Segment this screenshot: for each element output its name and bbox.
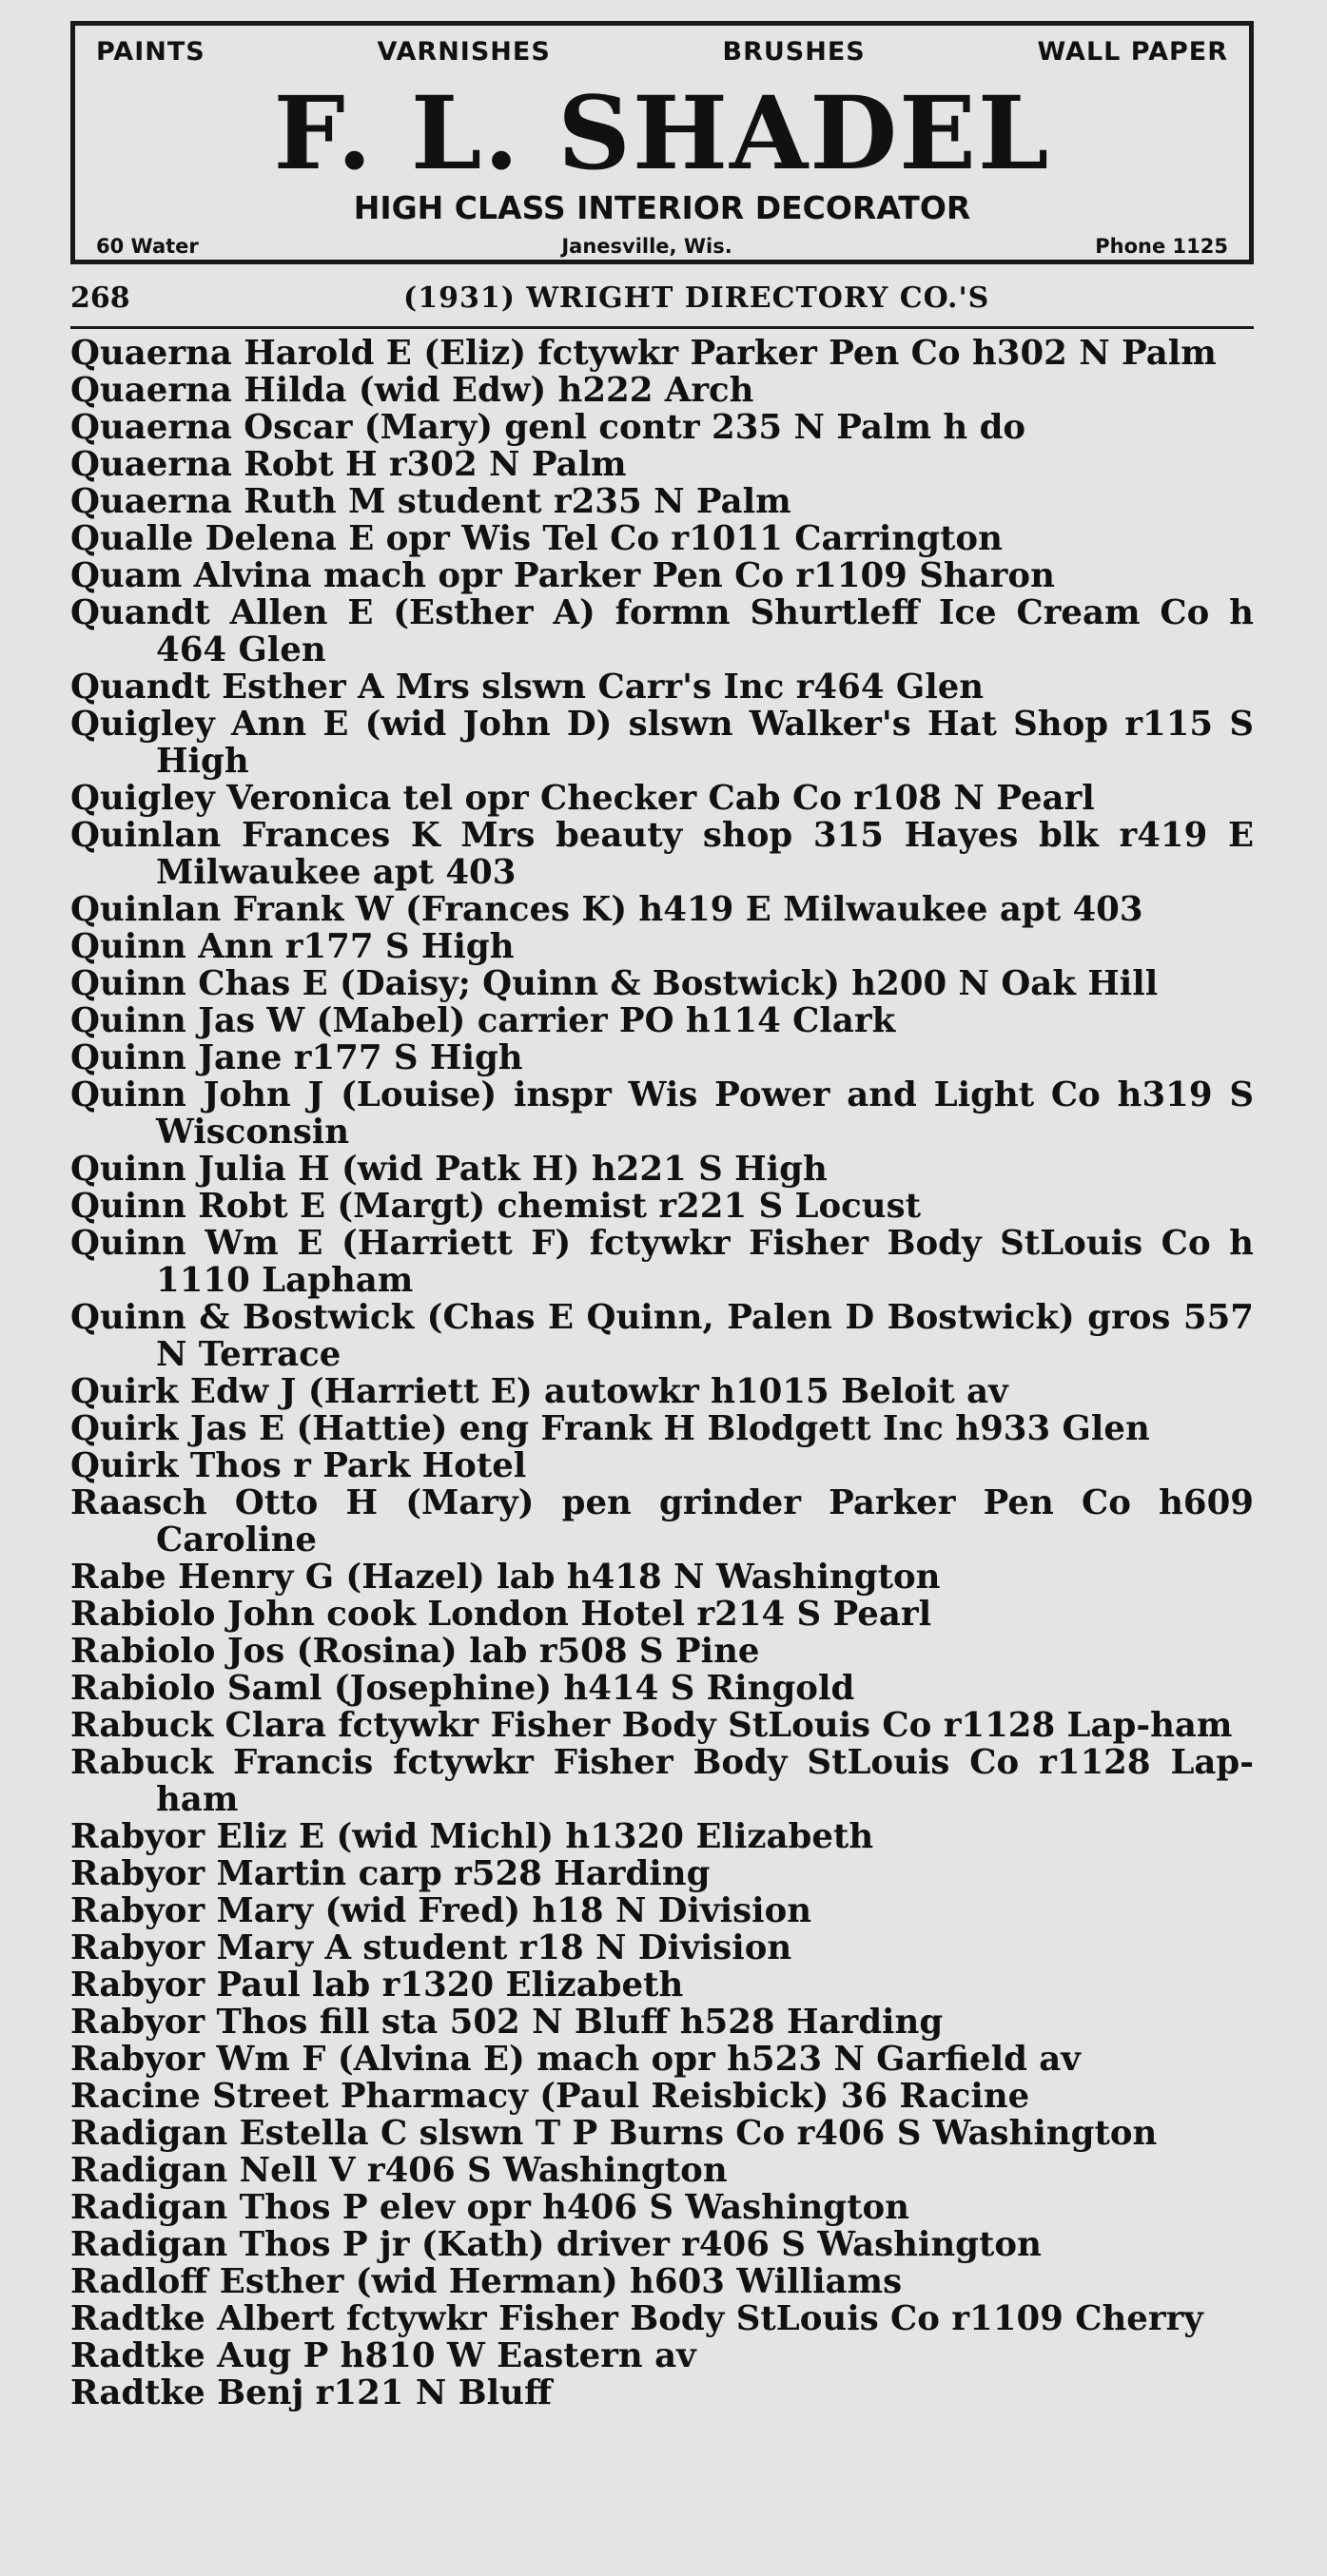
page-number: 268 xyxy=(70,281,130,315)
directory-listing xyxy=(70,335,1254,2411)
directory-entry: Quigley Veronica tel opr Checker Cab Co r108 N Pearl xyxy=(70,779,1095,818)
directory-entry: Quam Alvina mach opr Parker Pen Co r1109 Sharon xyxy=(70,556,1055,595)
directory-entry: Rabyor Mary A student r18 N Division xyxy=(70,1928,792,1967)
ad-tagline: HIGH CLASS INTERIOR DECORATOR xyxy=(353,189,971,226)
directory-entry: Rabyor Thos fill sta 502 N Bluff h528 Harding xyxy=(70,2003,944,2042)
ad-address: 60 Water xyxy=(96,235,199,258)
directory-entry: Quinlan Frank W (Frances K) h419 E Milwaukee apt 403 xyxy=(70,890,1143,929)
directory-entry: Quirk Jas E (Hattie) eng Frank H Blodgett Inc h933 Glen xyxy=(70,1409,1150,1448)
directory-entry: Quandt Allen E (Esther A) formn Shurtleff Ice Cream Co h 464 Glen xyxy=(70,593,1254,669)
directory-entry: Rabyor Wm F (Alvina E) mach opr h523 N Garfield av xyxy=(70,2040,1081,2079)
ad-item-varnishes: VARNISHES xyxy=(377,37,551,67)
ad-product-list xyxy=(96,37,1228,67)
directory-entry: Racine Street Pharmacy (Paul Reisbick) 36 Racine xyxy=(70,2077,1030,2116)
directory-entry: Radigan Estella C slswn T P Burns Co r406 S Washington xyxy=(70,2114,1158,2153)
directory-entry: Radigan Nell V r406 S Washington xyxy=(70,2151,728,2190)
directory-entry: Quaerna Harold E (Eliz) fctywkr Parker Pen Co h302 N Palm xyxy=(70,334,1217,373)
directory-entry: Quinn Wm E (Harriett F) fctywkr Fisher Body StLouis Co h 1110 Lapham xyxy=(70,1224,1254,1300)
directory-entry: Raasch Otto H (Mary) pen grinder Parker Pen Co h609 Caroline xyxy=(70,1483,1254,1559)
ad-item-paints: PAINTS xyxy=(96,37,205,67)
ad-phone: Phone 1125 xyxy=(1095,235,1228,258)
directory-entry: Radigan Thos P elev opr h406 S Washington xyxy=(70,2188,909,2227)
directory-entry: Quirk Thos r Park Hotel xyxy=(70,1446,527,1485)
directory-entry: Quandt Esther A Mrs slswn Carr's Inc r464 Glen xyxy=(70,668,985,707)
directory-entry: Quinlan Frances K Mrs beauty shop 315 Hayes blk r419 E Milwaukee apt 403 xyxy=(70,816,1254,892)
directory-entry: Radtke Aug P h810 W Eastern av xyxy=(70,2336,696,2375)
directory-entry: Quirk Edw J (Harriett E) autowkr h1015 Beloit av xyxy=(70,1372,1008,1411)
directory-entry: Rabyor Paul lab r1320 Elizabeth xyxy=(70,1966,684,2005)
ad-city: Janesville, Wis. xyxy=(561,235,732,258)
directory-entry: Quaerna Ruth M student r235 N Palm xyxy=(70,482,791,521)
directory-entry: Rabyor Eliz E (wid Michl) h1320 Elizabeth xyxy=(70,1817,874,1856)
advertisement-box xyxy=(70,21,1254,264)
directory-entry: Quinn Julia H (wid Patk H) h221 S High xyxy=(70,1150,828,1189)
directory-entry: Quinn Jas W (Mabel) carrier PO h114 Clark xyxy=(70,1001,896,1040)
ad-item-wall-paper: WALL PAPER xyxy=(1037,37,1228,67)
page-title: (1931) WRIGHT DIRECTORY CO.'S xyxy=(403,281,990,315)
header-rule xyxy=(70,326,1254,329)
directory-entry: Rabyor Martin carp r528 Harding xyxy=(70,1854,711,1893)
ad-business-name: F. L. SHADEL xyxy=(273,73,1051,192)
directory-entry: Rabyor Mary (wid Fred) h18 N Division xyxy=(70,1891,812,1930)
ad-contact-line xyxy=(96,235,1228,258)
directory-entry: Quinn Jane r177 S High xyxy=(70,1038,523,1077)
directory-entry: Quigley Ann E (wid John D) slswn Walker's Hat Shop r115 S High xyxy=(70,705,1254,781)
directory-entry: Radloff Esther (wid Herman) h603 Williams xyxy=(70,2262,903,2301)
directory-entry: Quaerna Hilda (wid Edw) h222 Arch xyxy=(70,371,754,410)
directory-entry: Rabiolo John cook London Hotel r214 S Pearl xyxy=(70,1595,932,1634)
directory-entry: Rabuck Clara fctywkr Fisher Body StLouis Co r1128 Lap-ham xyxy=(70,1706,1233,1745)
directory-entry: Quinn Ann r177 S High xyxy=(70,927,515,966)
directory-entry: Quinn Robt E (Margt) chemist r221 S Locust xyxy=(70,1187,921,1226)
directory-entry: Quinn & Bostwick (Chas E Quinn, Palen D Bostwick) gros 557 N Terrace xyxy=(70,1298,1254,1374)
directory-entry: Quinn Chas E (Daisy; Quinn & Bostwick) h200 N Oak Hill xyxy=(70,964,1159,1003)
ad-item-brushes: BRUSHES xyxy=(722,37,866,67)
directory-entry: Quaerna Robt H r302 N Palm xyxy=(70,445,627,484)
directory-entry: Quaerna Oscar (Mary) genl contr 235 N Palm h do xyxy=(70,408,1026,447)
directory-entry: Radtke Benj r121 N Bluff xyxy=(70,2373,553,2412)
directory-entry: Quinn John J (Louise) inspr Wis Power and Light Co h319 S Wisconsin xyxy=(70,1075,1254,1152)
directory-entry: Radtke Albert fctywkr Fisher Body StLouis Co r1109 Cherry xyxy=(70,2299,1203,2338)
directory-entry: Rabiolo Saml (Josephine) h414 S Ringold xyxy=(70,1669,855,1708)
directory-entry: Qualle Delena E opr Wis Tel Co r1011 Carrington xyxy=(70,519,1003,558)
directory-entry: Radigan Thos P jr (Kath) driver r406 S Washington xyxy=(70,2225,1042,2264)
directory-entry: Rabuck Francis fctywkr Fisher Body StLouis Co r1128 Lap-ham xyxy=(70,1743,1254,1819)
directory-entry: Rabe Henry G (Hazel) lab h418 N Washington xyxy=(70,1558,941,1597)
directory-entry: Rabiolo Jos (Rosina) lab r508 S Pine xyxy=(70,1632,760,1671)
